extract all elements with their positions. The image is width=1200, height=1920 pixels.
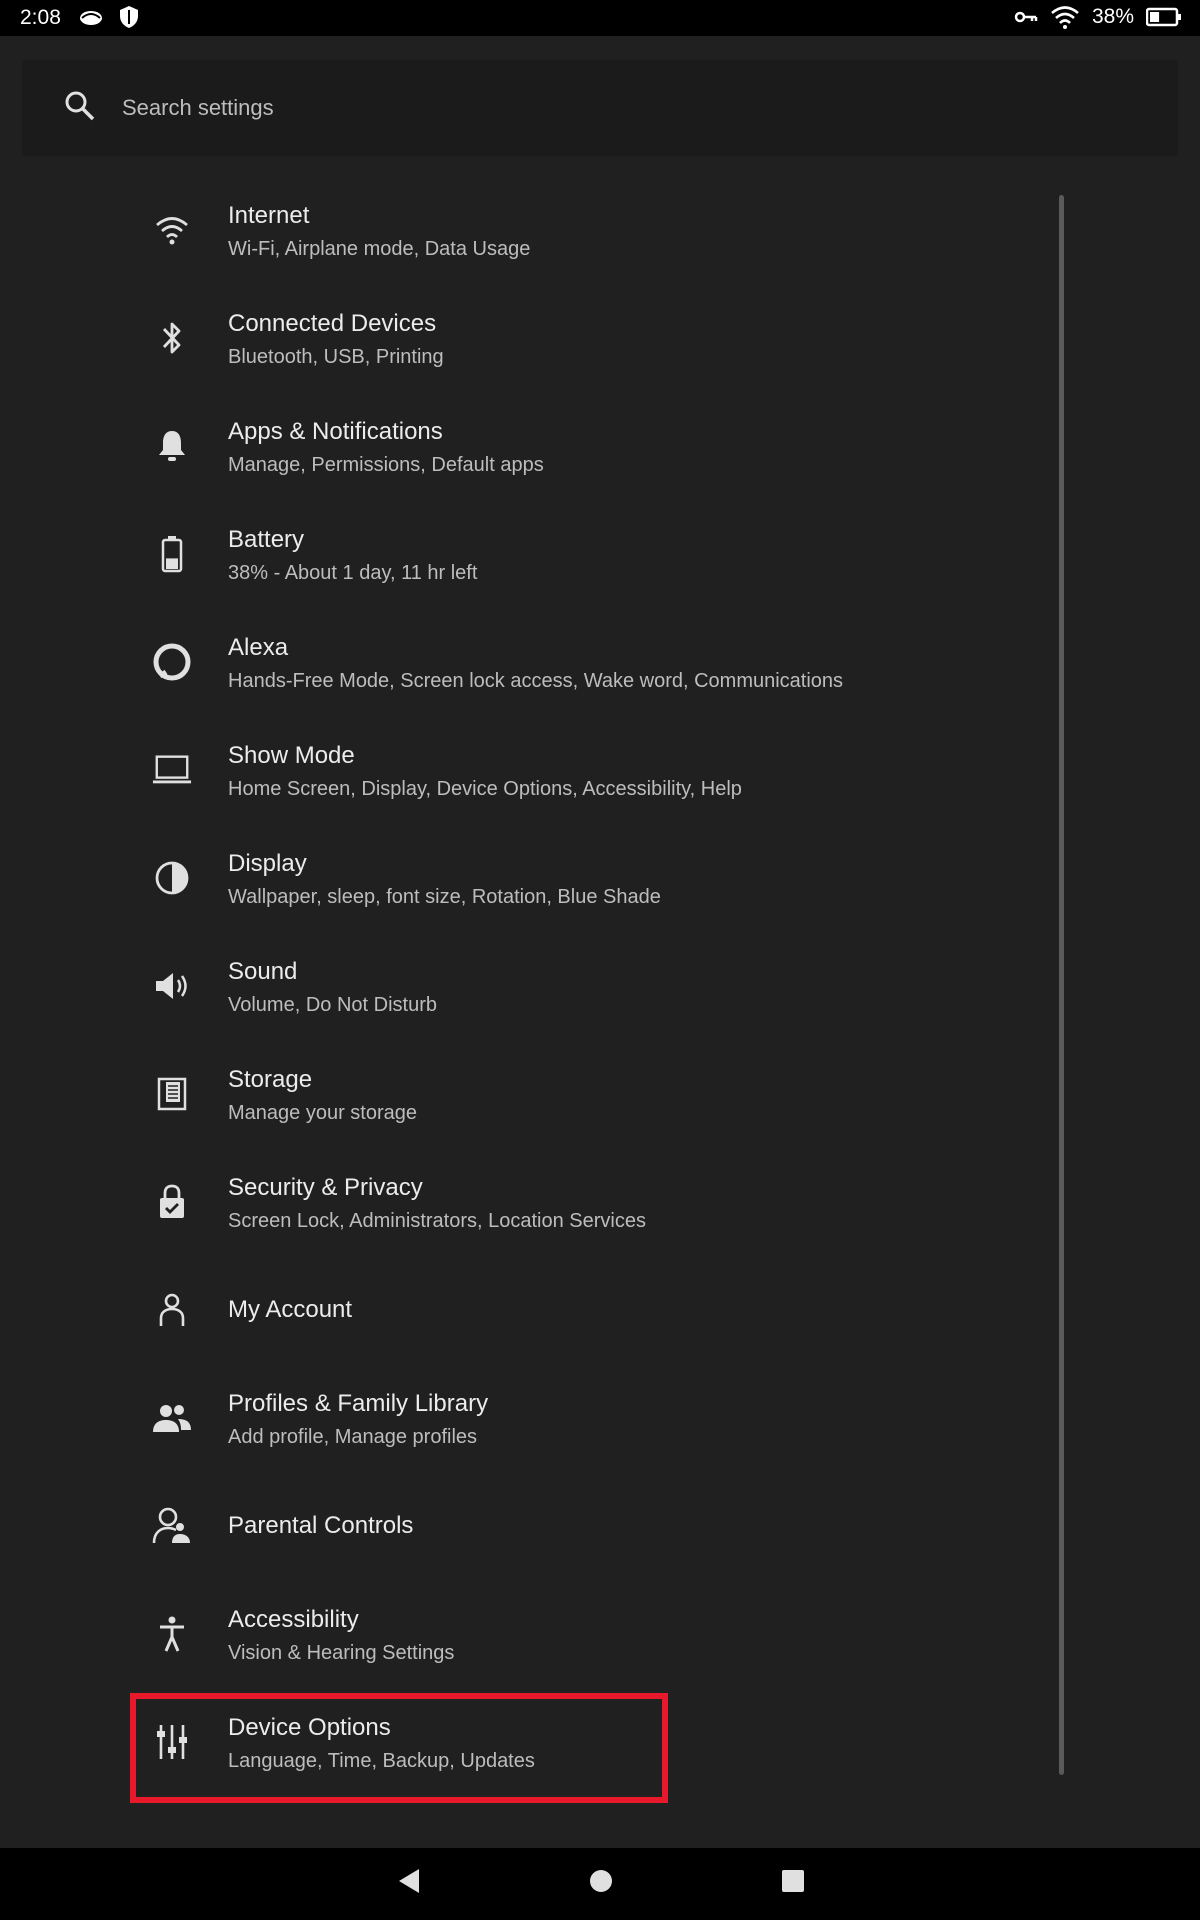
navigation-bar bbox=[0, 1848, 1200, 1920]
settings-item-security-privacy[interactable] bbox=[130, 1152, 1050, 1252]
settings-item-subtitle: Add profile, Manage profiles bbox=[228, 1426, 478, 1448]
battery-icon bbox=[1146, 7, 1182, 27]
settings-item-accessibility[interactable] bbox=[130, 1584, 1050, 1684]
settings-item-sound[interactable] bbox=[130, 936, 1050, 1036]
parental-icon bbox=[152, 1506, 192, 1546]
settings-item-subtitle: Bluetooth, USB, Printing bbox=[228, 346, 444, 368]
settings-item-device-options[interactable] bbox=[130, 1692, 1050, 1792]
settings-item-title: Connected Devices bbox=[228, 310, 437, 337]
settings-item-title: Sound bbox=[228, 958, 298, 985]
battery-icon bbox=[152, 534, 192, 574]
lock-icon bbox=[152, 1182, 192, 1222]
bell-icon bbox=[152, 426, 192, 466]
settings-item-display[interactable] bbox=[130, 828, 1050, 928]
settings-item-connected-devices[interactable] bbox=[130, 288, 1050, 388]
settings-item-title: Device Options bbox=[228, 1714, 391, 1741]
settings-item-subtitle: Manage, Permissions, Default apps bbox=[228, 454, 544, 476]
cloud-icon bbox=[78, 6, 104, 28]
settings-item-profiles-family-library[interactable] bbox=[130, 1368, 1050, 1468]
accessibility-icon bbox=[152, 1614, 192, 1654]
settings-item-subtitle: Screen Lock, Administrators, Location Services bbox=[228, 1210, 646, 1232]
wifi-icon bbox=[152, 210, 192, 250]
settings-item-title: Accessibility bbox=[228, 1606, 359, 1633]
speaker-icon bbox=[152, 966, 192, 1006]
settings-item-alexa[interactable] bbox=[130, 612, 1050, 712]
people-icon bbox=[152, 1398, 192, 1438]
settings-item-title: Internet bbox=[228, 202, 310, 229]
settings-item-subtitle: Vision & Hearing Settings bbox=[228, 1642, 455, 1664]
settings-item-title: Display bbox=[228, 850, 307, 877]
settings-item-title: Show Mode bbox=[228, 742, 355, 769]
home-icon[interactable] bbox=[587, 1866, 615, 1896]
shield-icon bbox=[118, 5, 140, 29]
search-bar[interactable] bbox=[22, 60, 1178, 156]
settings-item-title: Apps & Notifications bbox=[228, 418, 443, 445]
sliders-icon bbox=[152, 1722, 192, 1762]
battery-percent: 38% bbox=[1091, 5, 1134, 28]
settings-item-my-account[interactable] bbox=[130, 1260, 1050, 1360]
settings-item-show-mode[interactable] bbox=[130, 720, 1050, 820]
settings-item-title: Profiles & Family Library bbox=[228, 1390, 489, 1417]
settings-item-title: Alexa bbox=[228, 634, 289, 661]
back-icon[interactable] bbox=[395, 1866, 423, 1896]
search-input[interactable] bbox=[120, 82, 1024, 134]
settings-item-title: My Account bbox=[228, 1296, 353, 1323]
settings-item-battery[interactable] bbox=[130, 504, 1050, 604]
settings-item-internet[interactable] bbox=[130, 180, 1050, 280]
settings-item-subtitle: Hands-Free Mode, Screen lock access, Wake word, Communications bbox=[228, 670, 844, 692]
search-area bbox=[0, 36, 1200, 180]
settings-item-subtitle: Wi-Fi, Airplane mode, Data Usage bbox=[228, 238, 531, 260]
laptop-icon bbox=[152, 750, 192, 790]
settings-item-subtitle: Volume, Do Not Disturb bbox=[228, 994, 437, 1016]
person-icon bbox=[152, 1290, 192, 1330]
settings-item-subtitle: Manage your storage bbox=[228, 1102, 418, 1124]
settings-item-parental-controls[interactable] bbox=[130, 1476, 1050, 1576]
search-icon bbox=[62, 88, 98, 124]
settings-item-apps-notifications[interactable] bbox=[130, 396, 1050, 496]
bluetooth-icon bbox=[152, 318, 192, 358]
status-bar bbox=[0, 0, 1200, 36]
settings-item-subtitle: Home Screen, Display, Device Options, Accessibility, Help bbox=[228, 778, 742, 800]
settings-item-subtitle: Wallpaper, sleep, font size, Rotation, Blue Shade bbox=[228, 886, 661, 908]
contrast-icon bbox=[152, 858, 192, 898]
scrollbar[interactable] bbox=[1059, 195, 1064, 1775]
settings-item-title: Parental Controls bbox=[228, 1512, 414, 1539]
settings-item-title: Battery bbox=[228, 526, 305, 553]
recents-icon[interactable] bbox=[779, 1866, 807, 1896]
wifi-icon bbox=[1050, 5, 1080, 29]
settings-item-subtitle: 38% - About 1 day, 11 hr left bbox=[228, 562, 478, 584]
status-time: 2:08 bbox=[20, 6, 61, 29]
settings-item-title: Storage bbox=[228, 1066, 313, 1093]
settings-item-storage[interactable] bbox=[130, 1044, 1050, 1144]
alexa-icon bbox=[152, 642, 192, 682]
vpn-key-icon bbox=[1014, 9, 1038, 25]
settings-item-subtitle: Language, Time, Backup, Updates bbox=[228, 1750, 535, 1772]
storage-icon bbox=[152, 1074, 192, 1114]
settings-item-title: Security & Privacy bbox=[228, 1174, 423, 1201]
